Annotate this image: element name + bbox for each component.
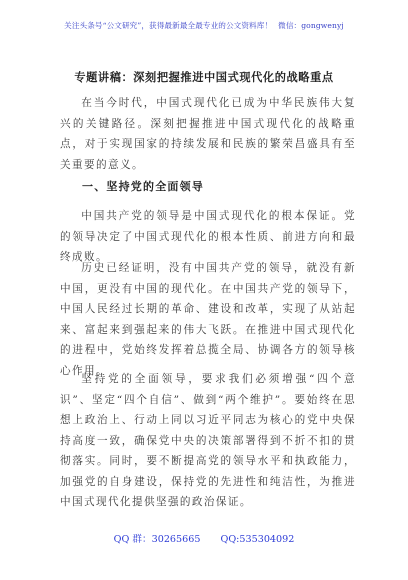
header-wechat-text: 微信：gongwenyj (278, 21, 344, 30)
footer-qq-group: QQ 群：30265665 (113, 534, 201, 545)
intro-paragraph: 在当今时代，中国式现代化已成为中华民族伟大复兴的关键路径。深刻把握推进中国式现代化的战略重点，对于实现国家的持续发展和民族的繁荣昌盛具有至关重要的意义。 (60, 97, 356, 171)
body-paragraph: 历史已经证明，没有中国共产党的领导，就没有新中国，更没有中国的现代化。在中国共产党的领导下，中国人民经过长期的革命、建设和改革，实现了从站起来、富起来到强起来的伟大飞跃。在推进中国式现代化的进程中，党始终发挥着总揽全局、协调各方的领导核心作用。 (60, 262, 356, 377)
body-paragraph: 坚持党的全面领导，要求我们必须增强“四个意识”、坚定“四个自信”、做到“两个维护”。要始终在思想上政治上、行动上同以习近平同志为核心的党中央保持高度一致，确保党中央的决策部署得到不折不扣的贯彻落实。同时，要不断提高党的领导水平和执政能力，加强党的自身建设，保持党的先进性和纯洁性，为推进中国式现代化提供坚强的政治保证。 (60, 373, 356, 508)
section-heading: 一、坚持党的全面领导 (82, 180, 204, 193)
header-promo-text: 关注头条号“公文研究”，获得最新最全最专业的公文资料库！ (64, 21, 273, 30)
footer-qq-number: QQ:535304092 (220, 534, 295, 545)
header-note (0, 20, 408, 31)
body-paragraph: 中国共产党的领导是中国式现代化的根本保证。党的领导决定了中国式现代化的根本性质、前进方向和最终成败。 (60, 210, 356, 263)
document-title: 专题讲稿：深刻把握推进中国式现代化的战略重点 (74, 70, 334, 84)
footer-contact (0, 531, 408, 545)
